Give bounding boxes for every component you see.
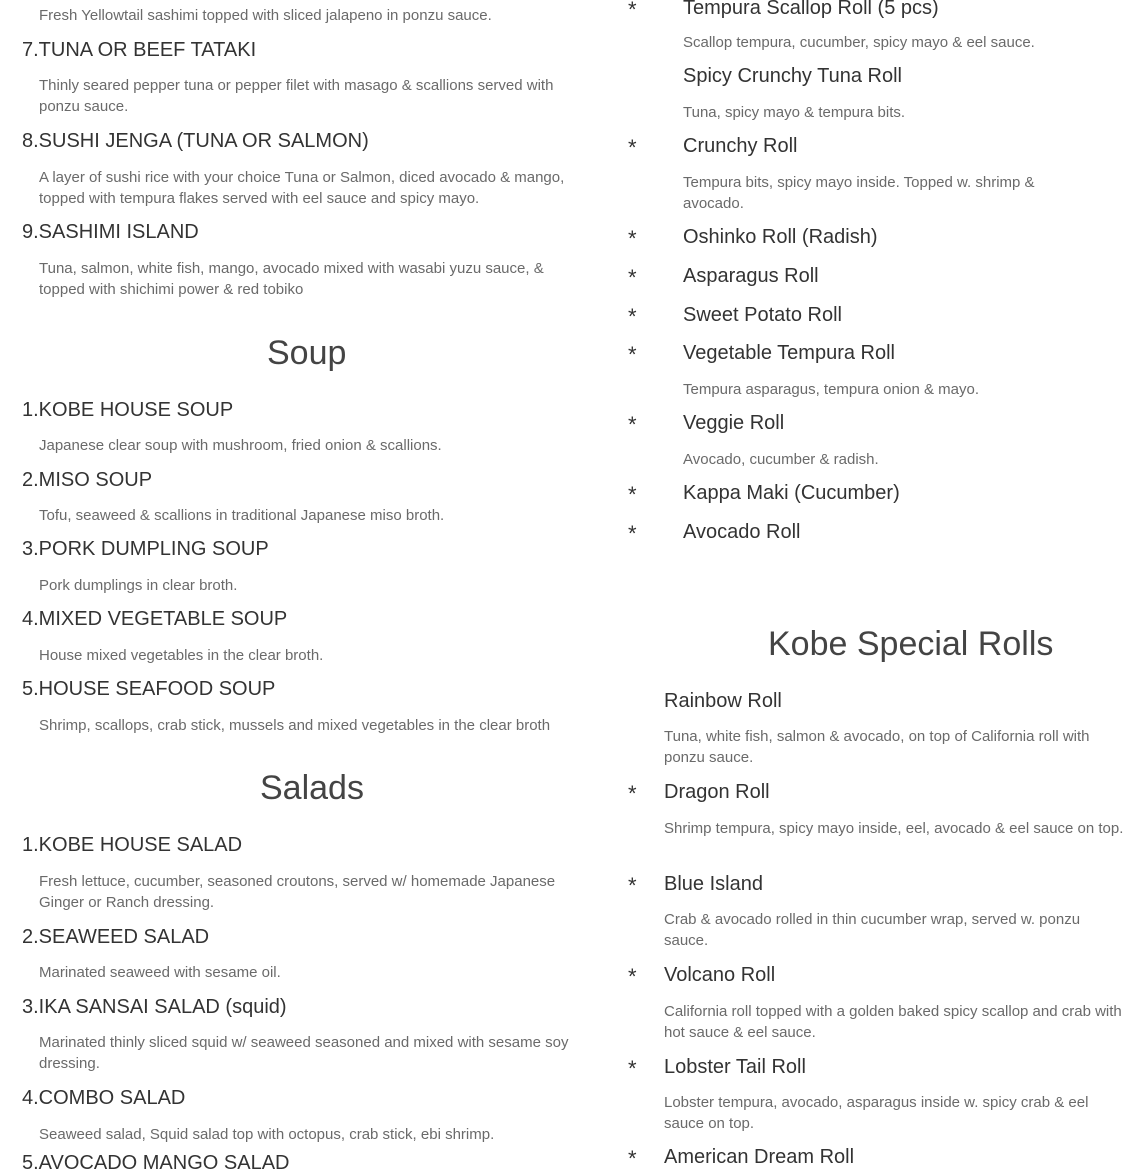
roll-name: Avocado Roll	[683, 521, 801, 543]
roll-description: Crab & avocado rolled in thin cucumber wrap, served w. ponzu sauce.	[664, 911, 1081, 949]
item-name: 9.SASHIMI ISLAND	[22, 221, 199, 243]
item-name: 5.AVOCADO MANGO SALAD	[22, 1152, 290, 1174]
roll-name: American Dream Roll	[664, 1146, 855, 1168]
item-name: 2.SEAWEED SALAD	[22, 926, 210, 948]
item-name: 1.KOBE HOUSE SOUP	[22, 399, 234, 421]
roll-description: Lobster tempura, avocado, asparagus inside w. spicy crab & eel sauce on top.	[664, 1094, 1089, 1132]
item-name: 5.HOUSE SEAFOOD SOUP	[22, 678, 276, 700]
item-name: 4.COMBO SALAD	[22, 1087, 186, 1109]
star-marker: *	[628, 226, 637, 251]
section-title-soup: Soup	[267, 334, 347, 372]
item-name: 3.PORK DUMPLING SOUP	[22, 538, 269, 560]
star-marker: *	[628, 342, 637, 367]
item-description: House mixed vegetables in the clear broth.	[39, 647, 324, 664]
item-description: Marinated thinly sliced squid w/ seaweed seasoned and mixed with sesame soy dressing.	[39, 1034, 569, 1072]
star-marker: *	[628, 482, 637, 507]
item-description: Marinated seaweed with sesame oil.	[39, 964, 281, 981]
item-description: Japanese clear soup with mushroom, fried onion & scallions.	[39, 437, 442, 454]
item-name: 2.MISO SOUP	[22, 469, 153, 491]
item-name: 1.KOBE HOUSE SALAD	[22, 834, 243, 856]
roll-description: Scallop tempura, cucumber, spicy mayo & eel sauce.	[683, 34, 1035, 51]
roll-name: Spicy Crunchy Tuna Roll	[683, 65, 902, 87]
roll-description: Tuna, white fish, salmon & avocado, on top of California roll with ponzu sauce.	[664, 728, 1090, 766]
roll-description: Tuna, spicy mayo & tempura bits.	[683, 104, 906, 121]
roll-name: Blue Island	[664, 873, 763, 895]
star-marker: *	[628, 781, 637, 806]
star-marker: *	[628, 304, 637, 329]
roll-name: Lobster Tail Roll	[664, 1056, 806, 1078]
star-marker: *	[628, 1146, 637, 1171]
roll-name: Oshinko Roll (Radish)	[683, 226, 878, 248]
item-description: Shrimp, scallops, crab stick, mussels and mixed vegetables in the clear broth	[39, 717, 551, 734]
roll-name: Vegetable Tempura Roll	[683, 342, 895, 364]
star-marker: *	[628, 265, 637, 290]
item-description: Thinly seared pepper tuna or pepper filet with masago & scallions served with ponzu sauce.	[39, 77, 554, 115]
roll-name: Tempura Scallop Roll (5 pcs)	[683, 0, 939, 19]
star-marker: *	[628, 135, 637, 160]
roll-name: Veggie Roll	[683, 412, 785, 434]
roll-name: Volcano Roll	[664, 964, 776, 986]
star-marker: *	[628, 964, 637, 989]
item-description: Tofu, seaweed & scallions in traditional Japanese miso broth.	[39, 507, 445, 524]
roll-name: Crunchy Roll	[683, 135, 798, 157]
item-description: Tuna, salmon, white fish, mango, avocado mixed with wasabi yuzu sauce, & topped with shichimi power & red tobiko	[39, 260, 544, 298]
section-title-special-rolls: Kobe Special Rolls	[768, 625, 1054, 663]
item-description: A layer of sushi rice with your choice Tuna or Salmon, diced avocado & mango, topped with tempura flakes served with eel sauce and spicy mayo.	[39, 169, 565, 207]
star-marker: *	[628, 1056, 637, 1081]
star-marker: *	[628, 873, 637, 898]
star-marker: *	[628, 412, 637, 437]
item-description: Seaweed salad, Squid salad top with octopus, crab stick, ebi shrimp.	[39, 1126, 495, 1143]
roll-name: Dragon Roll	[664, 781, 770, 803]
roll-description: Tempura asparagus, tempura onion & mayo.	[683, 381, 979, 398]
item-name: 3.IKA SANSAI SALAD (squid)	[22, 996, 287, 1018]
roll-name: Kappa Maki (Cucumber)	[683, 482, 900, 504]
roll-description: Tempura bits, spicy mayo inside. Topped w. shrimp & avocado.	[683, 174, 1035, 212]
star-marker: *	[628, 521, 637, 546]
star-marker: *	[628, 0, 637, 22]
item-description: Fresh Yellowtail sashimi topped with sliced jalapeno in ponzu sauce.	[39, 7, 492, 24]
roll-description: Shrimp tempura, spicy mayo inside, eel, avocado & eel sauce on top.	[664, 820, 1124, 837]
item-description: Pork dumplings in clear broth.	[39, 577, 238, 594]
roll-description: Avocado, cucumber & radish.	[683, 451, 879, 468]
roll-name: Asparagus Roll	[683, 265, 819, 287]
roll-name: Sweet Potato Roll	[683, 304, 842, 326]
item-description: Fresh lettuce, cucumber, seasoned croutons, served w/ homemade Japanese Ginger or Ranch dressing.	[39, 873, 556, 911]
item-name: 8.SUSHI JENGA (TUNA OR SALMON)	[22, 130, 369, 152]
item-name: 7.TUNA OR BEEF TATAKI	[22, 39, 257, 61]
roll-name: Rainbow Roll	[664, 690, 782, 712]
section-title-salads: Salads	[260, 769, 364, 807]
roll-description: California roll topped with a golden baked spicy scallop and crab with hot sauce & eel sauce.	[664, 1003, 1122, 1041]
item-name: 4.MIXED VEGETABLE SOUP	[22, 608, 288, 630]
